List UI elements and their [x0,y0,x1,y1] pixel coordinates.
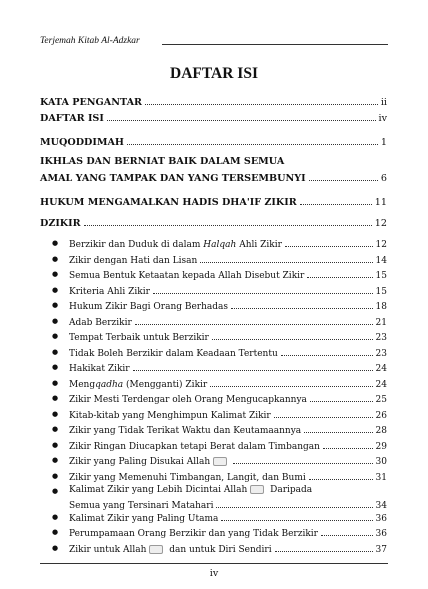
toc-subentry[interactable] [69,391,387,405]
dot-leader [210,386,372,387]
toc-subentry[interactable] [69,453,387,467]
page-title: DAFTAR ISI [170,65,258,82]
running-header-title: Terjemah Kitab Al-Adzkar [40,36,140,46]
dot-leader [107,120,376,121]
page-number: iv [209,568,219,579]
dot-leader [285,246,373,247]
toc-subentry[interactable] [69,298,387,312]
toc-page: 24 [375,380,387,390]
toc-page: 11 [374,197,387,208]
bullet-icon: ● [52,348,59,356]
toc-page: 14 [375,256,387,266]
toc-subentry[interactable] [69,376,387,390]
bullet-icon: ● [52,286,59,294]
toc-sub-label: Perumpamaan Orang Berzikir dan yang Tidak Berzikir [69,529,318,539]
toc-sub-label [69,380,207,390]
dot-leader [200,262,372,263]
toc-entry-kata-pengantar[interactable] [40,94,387,108]
bullet-icon: ● [52,528,59,536]
toc-subentry[interactable] [69,283,387,297]
dot-leader [304,432,372,433]
header-rule [162,44,388,45]
toc-subentry[interactable] [69,314,387,328]
dot-leader [84,225,372,226]
toc-page: iv [378,113,387,124]
toc-page: 23 [375,349,387,359]
toc-subentry[interactable] [69,525,387,539]
toc-label: HUKUM MENGAMALKAN HADIS DHA'IF ZIKIR [40,197,297,208]
toc-entry-hukum-hadis-dhaif[interactable] [40,194,387,208]
label-text: dan untuk Diri Sendiri [166,545,272,555]
toc-subentry[interactable] [69,438,387,452]
toc-page: 15 [375,271,387,281]
bullet-icon: ● [52,332,59,340]
toc-page: 28 [375,426,387,436]
bullet-icon: ● [52,487,59,495]
toc-page: 34 [375,501,387,511]
toc-sub-label: Kitab-kitab yang Menghimpun Kalimat Zikir [69,411,271,421]
bullet-icon: ● [52,270,59,278]
label-text: (Mengganti) Zikir [123,380,208,390]
dot-leader [275,551,373,552]
toc-page: 37 [375,545,387,555]
dot-leader [307,277,372,278]
bullet-icon: ● [52,513,59,521]
dot-leader [309,180,378,181]
toc-subentry[interactable] [69,541,387,555]
toc-subentry[interactable] [69,469,387,483]
label-text: Ahli Zikir [236,240,282,250]
label-emphasis: Halqah [203,240,237,250]
toc-subentry[interactable] [69,407,387,421]
label-text: Daripada [267,485,313,495]
dot-leader [233,463,372,464]
toc-label: DAFTAR ISI [40,113,104,124]
toc-page: 18 [375,302,387,312]
bullet-icon: ● [52,394,59,402]
toc-subentry[interactable] [69,497,387,511]
toc-sub-label [69,240,282,250]
bullet-icon: ● [52,425,59,433]
toc-page: 23 [375,333,387,343]
label-emphasis: qadha [95,380,124,390]
dot-leader [300,204,372,205]
dot-leader [127,144,378,145]
dot-leader [133,370,373,371]
toc-page: 31 [375,473,387,483]
toc-page: 36 [375,529,387,539]
dot-leader [309,479,373,480]
bullet-icon: ● [52,410,59,418]
dot-leader [321,535,373,536]
toc-subentry[interactable] [69,345,387,359]
toc-sub-label: Hakikat Zikir [69,364,130,374]
toc-page: 36 [375,514,387,524]
dot-leader [221,520,372,521]
dot-leader [212,339,373,340]
toc-page: 24 [375,364,387,374]
toc-sub-label: Semua yang Tersinari Matahari [69,501,214,511]
toc-page: 12 [375,240,387,250]
toc-page: 29 [375,442,387,452]
toc-sub-label: Zikir Ringan Diucapkan tetapi Berat dalam Timbangan [69,442,320,452]
toc-subentry[interactable] [69,236,387,250]
toc-entry-ikhlas[interactable] [40,170,387,184]
toc-subentry[interactable] [69,329,387,343]
arabic-honorific-icon [213,457,227,466]
toc-sub-label: Adab Berzikir [69,318,132,328]
toc-entry-daftar-isi[interactable] [40,110,387,124]
toc-sub-label: Hukum Zikir Bagi Orang Berhadas [69,302,229,312]
toc-sub-label: Tempat Terbaik untuk Berzikir [69,333,209,343]
bullet-icon: ● [52,239,59,247]
toc-label: MUQODDIMAH [40,137,124,148]
dot-leader [216,507,372,508]
bullet-icon: ● [52,472,59,480]
bullet-icon: ● [52,363,59,371]
toc-sub-label: Kriteria Ahli Zikir [69,287,150,297]
toc-label-line1: IKHLAS DAN BERNIAT BAIK DALAM SEMUA [40,156,285,167]
page-header [40,34,388,50]
toc-sub-label: Tidak Boleh Berzikir dalam Keadaan Tertentu [69,349,278,359]
toc-page: 21 [375,318,387,328]
dot-leader [281,355,373,356]
bullet-icon: ● [52,317,59,325]
toc-sub-label: Zikir Mesti Terdengar oleh Orang Mengucapkannya [69,395,307,405]
toc-sub-label: Zikir dengan Hati dan Lisan [69,256,198,266]
label-text: Zikir yang Paling Disukai Allah [69,457,211,467]
dot-leader [145,104,378,105]
bullet-icon: ● [52,544,59,552]
arabic-honorific-icon [149,545,163,554]
toc-page: 1 [380,137,387,148]
dot-leader [231,308,373,309]
arabic-honorific-icon [250,485,264,494]
toc-label: KATA PENGANTAR [40,97,142,108]
toc-sub-label: Semua Bentuk Ketaatan kepada Allah Disebut Zikir [69,271,305,281]
toc-sub-label: Kalimat Zikir yang Paling Utama [69,514,219,524]
toc-subentry[interactable] [69,252,387,266]
bullet-icon: ● [52,301,59,309]
label-text: Meng [69,380,96,390]
dot-leader [135,324,373,325]
toc-subentry[interactable] [69,360,387,374]
toc-page: ii [380,97,387,108]
toc-subentry[interactable] [69,267,387,281]
toc-sub-label [69,457,230,467]
toc-label: DZIKIR [40,218,81,229]
toc-page: 25 [375,395,387,405]
toc-page: 26 [375,411,387,421]
dot-leader [310,401,373,402]
toc-page: 15 [375,287,387,297]
toc-sub-label-line1 [69,485,312,495]
bullet-icon: ● [52,441,59,449]
toc-subentry[interactable] [69,422,387,436]
label-text: Zikir untuk Allah [69,545,147,555]
bullet-icon: ● [52,379,59,387]
toc-subentry[interactable] [69,510,387,524]
toc-label: AMAL YANG TAMPAK DAN YANG TERSEMBUNYI [40,173,306,184]
footer-rule [40,563,388,564]
bullet-icon: ● [52,255,59,263]
toc-page: 6 [380,173,387,184]
label-text: Kalimat Zikir yang Lebih Dicintai Allah [69,485,248,495]
toc-sub-label [69,545,272,555]
toc-entry-dzikir[interactable] [40,215,387,229]
dot-leader [153,293,373,294]
toc-page: 30 [375,457,387,467]
label-text: Berzikir dan Duduk di dalam [69,240,204,250]
dot-leader [274,417,373,418]
toc-entry-muqoddimah[interactable] [40,134,387,148]
bullet-icon: ● [52,456,59,464]
toc-page: 12 [374,218,387,229]
dot-leader [323,448,373,449]
toc-sub-label: Zikir yang Memenuhi Timbangan, Langit, dan Bumi [69,473,306,483]
toc-sub-label: Zikir yang Tidak Terikat Waktu dan Keutamaannya [69,426,302,436]
